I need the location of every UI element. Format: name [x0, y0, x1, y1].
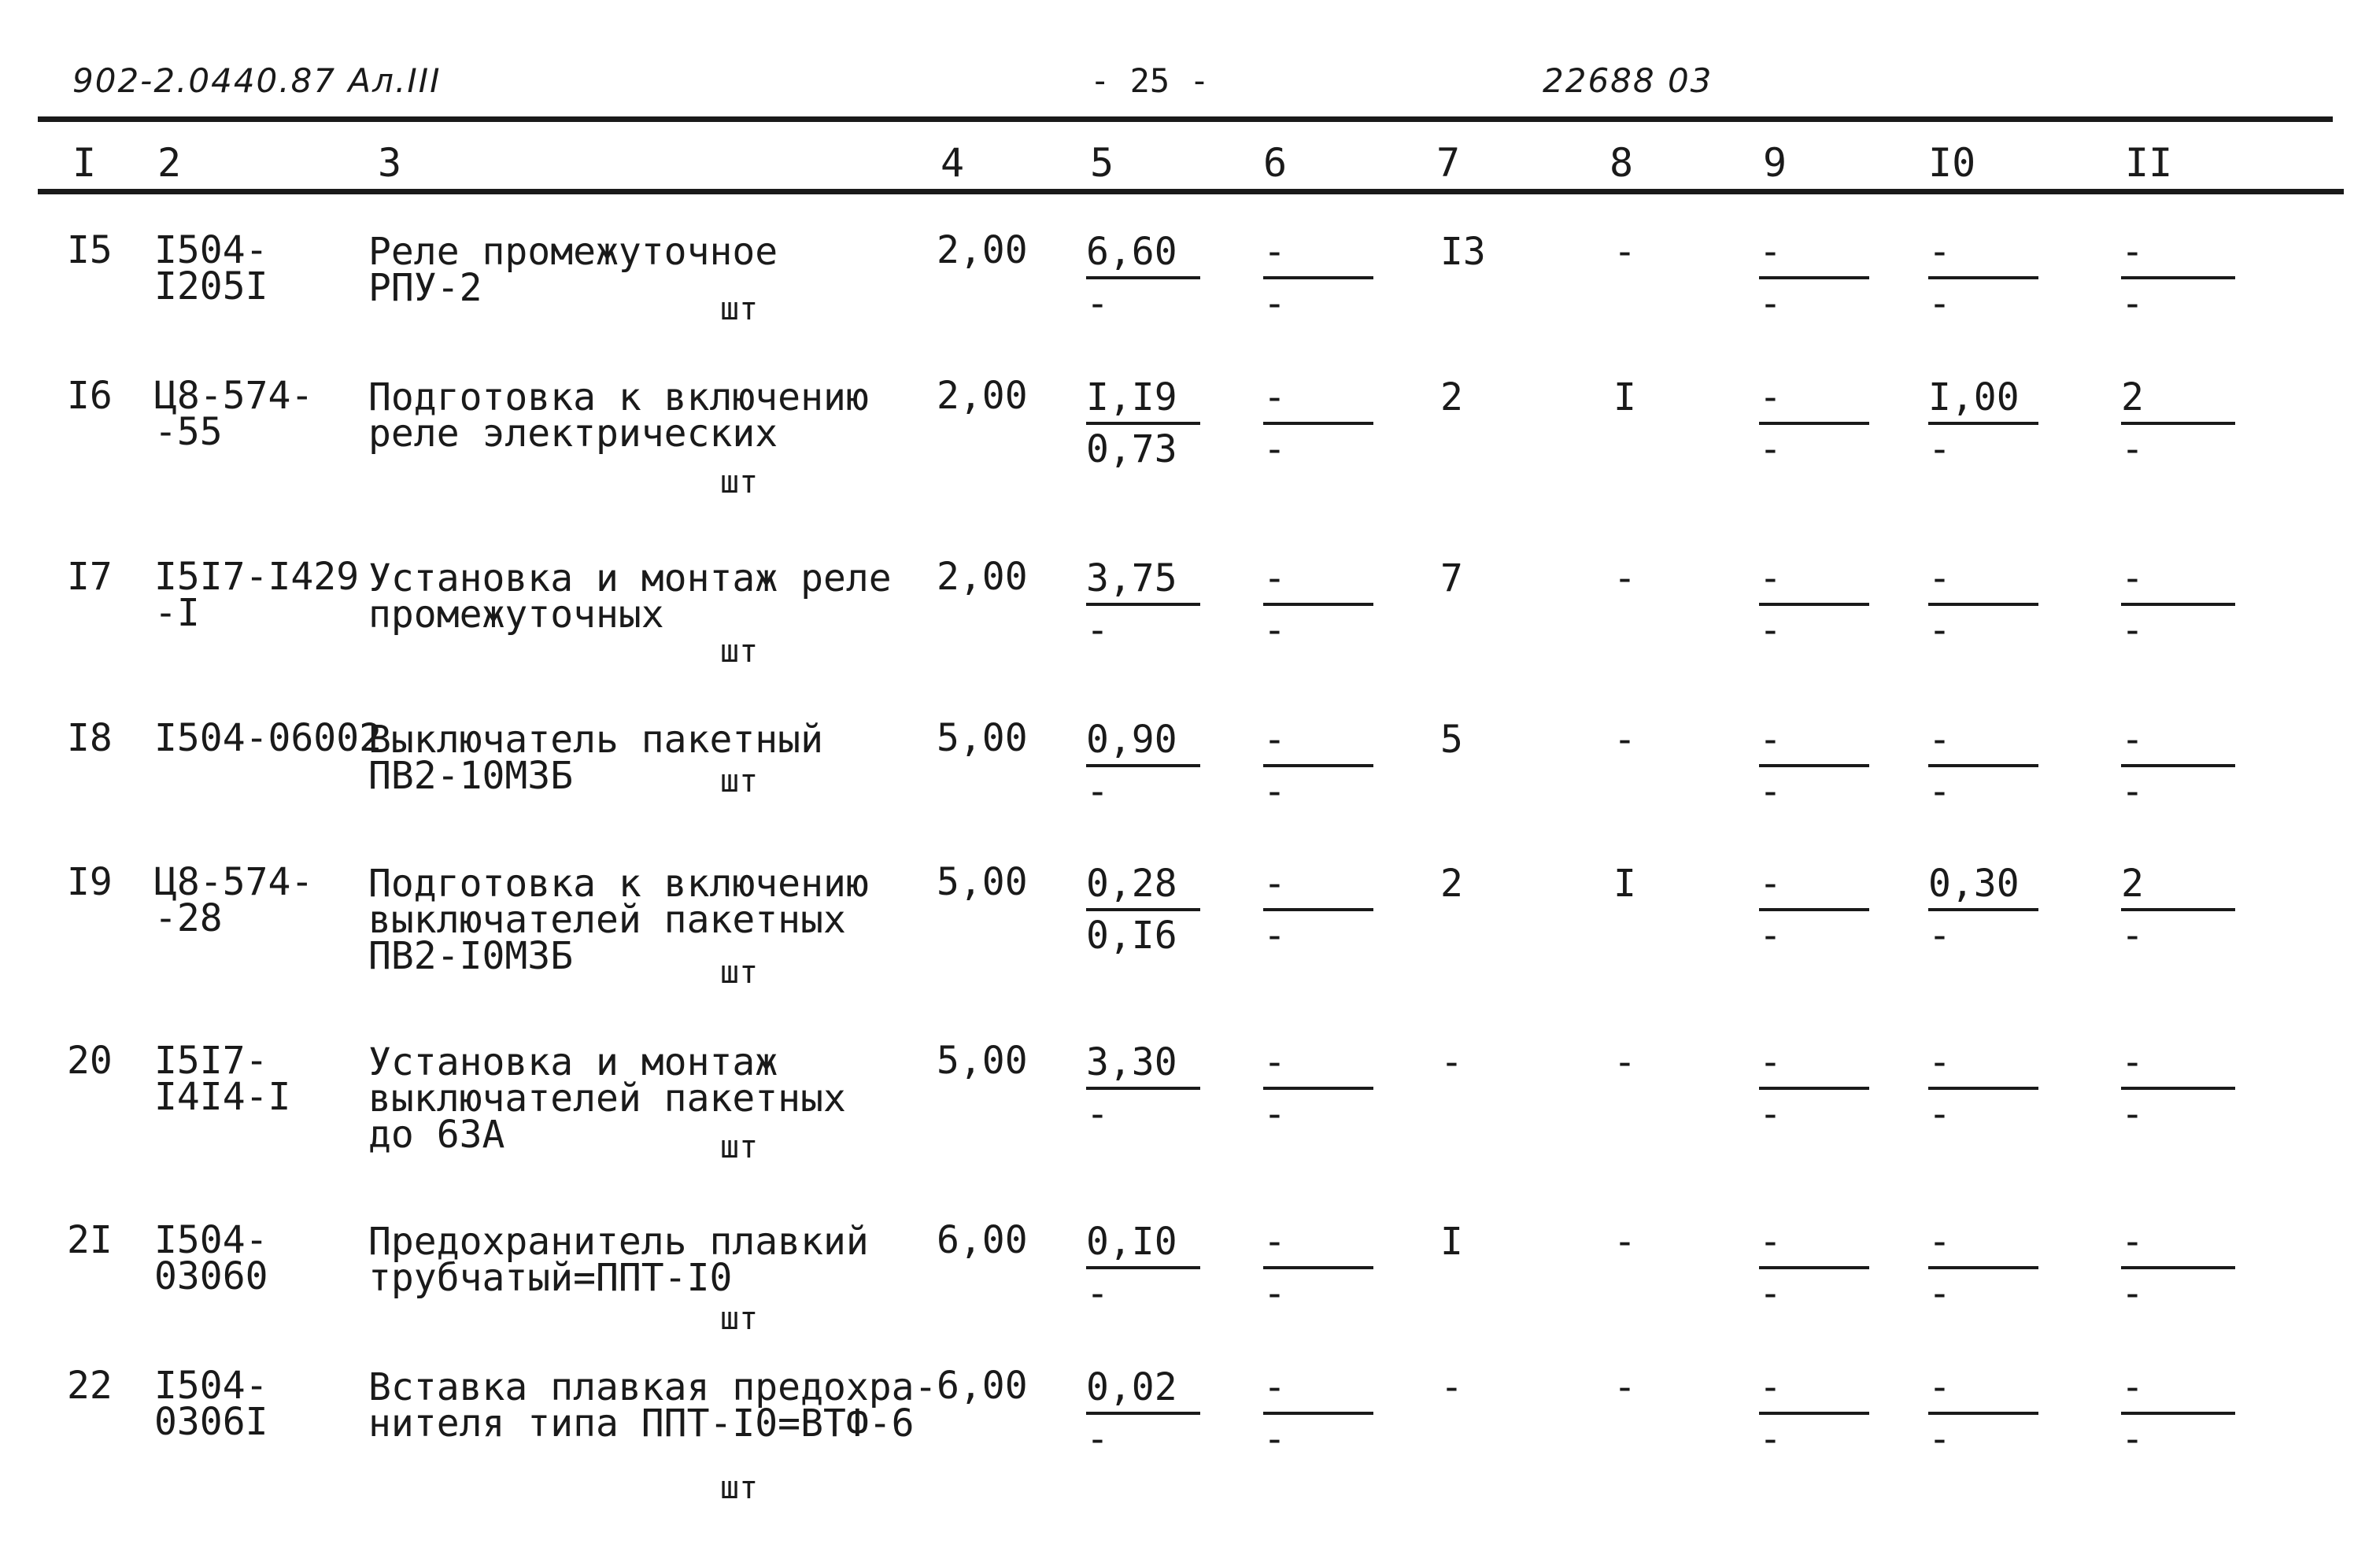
column-11-value: [2121, 1220, 2235, 1316]
column-9-value-rule: [1759, 422, 1869, 425]
column-9-value-bottom: -: [1759, 608, 1782, 652]
column-5-value: [1086, 862, 1200, 958]
column-5-value-top: 3,75: [1086, 556, 1177, 600]
norm-code: I504- 0306I: [154, 1364, 268, 1444]
column-10-value-top: -: [1928, 230, 1951, 274]
column-9-value-rule: [1759, 1266, 1869, 1269]
row-number: I9: [67, 860, 113, 904]
unit-label: шт: [720, 464, 759, 500]
table-row: [0, 555, 2380, 716]
column-10-value-rule: [1928, 276, 2038, 279]
column-5-value: [1086, 1220, 1200, 1316]
column-6-value: [1263, 556, 1373, 652]
work-name: Установка и монтаж выключателей пакетных до 63А: [368, 1040, 846, 1157]
column-number-2: 2: [157, 140, 182, 186]
column-11-value: [2121, 718, 2235, 814]
column-10-value-top: I,00: [1928, 375, 2020, 419]
unit-label: шт: [720, 955, 759, 991]
column-10-value: [1928, 718, 2038, 814]
column-11-value-bottom: -: [2121, 914, 2144, 958]
column-5-value-bottom: -: [1086, 1417, 1109, 1461]
column-10-value-rule: [1928, 603, 2038, 606]
column-9-value-rule: [1759, 276, 1869, 279]
column-6-value-rule: [1263, 276, 1373, 279]
column-5-value-top: 0,I0: [1086, 1220, 1177, 1264]
row-number: 20: [67, 1039, 113, 1083]
unit-label: шт: [720, 1470, 759, 1506]
unit-label: шт: [720, 633, 759, 670]
column-7-value: I3: [1440, 230, 1486, 274]
work-name: Предохранитель плавкий трубчатый=ППТ-I0: [368, 1220, 869, 1300]
quantity: 6,00: [937, 1364, 1028, 1408]
column-9-value-bottom: -: [1759, 914, 1782, 958]
column-11-value: [2121, 1365, 2235, 1461]
column-10-value-bottom: -: [1928, 608, 1951, 652]
column-8-value: -: [1613, 1365, 1636, 1409]
column-9-value-rule: [1759, 908, 1869, 911]
column-11-value-top: -: [2121, 1220, 2144, 1264]
column-10-value-bottom: -: [1928, 1417, 1951, 1461]
column-5-value-top: 0,28: [1086, 862, 1177, 906]
column-5-value-top: 3,30: [1086, 1040, 1177, 1084]
norm-code: I504- 03060: [154, 1218, 268, 1298]
column-11-value-bottom: -: [2121, 1272, 2144, 1316]
column-5-value-top: I,I9: [1086, 375, 1177, 419]
column-5-value-bottom: -: [1086, 282, 1109, 326]
column-number-4: 4: [941, 140, 965, 186]
column-11-value: [2121, 556, 2235, 652]
column-6-value: [1263, 230, 1373, 326]
column-6-value-top: -: [1263, 1220, 1286, 1264]
column-9-value-rule: [1759, 603, 1869, 606]
work-name: Подготовка к включению реле электрических: [368, 375, 869, 456]
column-11-value-bottom: -: [2121, 1092, 2144, 1136]
column-6-value-bottom: -: [1263, 914, 1286, 958]
work-name: Реле промежуточное РПУ-2: [368, 230, 778, 310]
column-8-value: I: [1613, 862, 1636, 906]
column-10-value-top: 0,30: [1928, 862, 2020, 906]
column-10-value-bottom: -: [1928, 770, 1951, 814]
norm-code: Ц8-574- -28: [154, 860, 314, 940]
column-header-rule: [38, 189, 2344, 194]
column-11-value-rule: [2121, 908, 2235, 911]
column-9-value: [1759, 556, 1869, 652]
column-11-value-rule: [2121, 1087, 2235, 1090]
column-5-value-rule: [1086, 1412, 1200, 1415]
document-code: 902-2.0440.87 Ал.III: [72, 61, 442, 100]
column-6-value-bottom: -: [1263, 1092, 1286, 1136]
column-5-value-rule: [1086, 1266, 1200, 1269]
table-row: [0, 228, 2380, 390]
column-6-value: [1263, 1220, 1373, 1316]
column-10-value: [1928, 230, 2038, 326]
quantity: 5,00: [937, 860, 1028, 904]
column-9-value-bottom: -: [1759, 770, 1782, 814]
work-name: Подготовка к включению выключателей пакетных ПВ2-I0М3Б: [368, 862, 869, 978]
column-6-value-rule: [1263, 1412, 1373, 1415]
column-9-value: [1759, 1365, 1869, 1461]
column-5-value-bottom: -: [1086, 1092, 1109, 1136]
column-9-value-top: -: [1759, 1220, 1782, 1264]
column-5-value-bottom: -: [1086, 770, 1109, 814]
column-11-value-top: 2: [2121, 375, 2144, 419]
column-6-value-top: -: [1263, 1365, 1286, 1409]
column-number-11: II: [2125, 140, 2173, 186]
column-10-value: [1928, 1040, 2038, 1136]
table-row: [0, 374, 2380, 535]
column-9-value-bottom: -: [1759, 1417, 1782, 1461]
column-10-value-bottom: -: [1928, 427, 1951, 471]
column-number-10: I0: [1928, 140, 1976, 186]
column-9-value: [1759, 375, 1869, 471]
quantity: 5,00: [937, 1039, 1028, 1083]
norm-code: I5I7-I429 -I: [154, 555, 360, 635]
column-5-value-top: 0,02: [1086, 1365, 1177, 1409]
column-9-value-rule: [1759, 764, 1869, 767]
column-5-value-bottom: -: [1086, 608, 1109, 652]
column-5-value: [1086, 1040, 1200, 1136]
column-6-value-top: -: [1263, 862, 1286, 906]
column-10-value-top: -: [1928, 1220, 1951, 1264]
norm-code: I504-06002: [154, 716, 382, 760]
column-11-value: [2121, 375, 2235, 471]
column-8-value: -: [1613, 1220, 1636, 1264]
row-number: I5: [67, 228, 113, 272]
column-5-value-rule: [1086, 908, 1200, 911]
row-number: 22: [67, 1364, 113, 1408]
column-7-value: 7: [1440, 556, 1463, 600]
table-row: [0, 1218, 2380, 1379]
column-6-value-bottom: -: [1263, 427, 1286, 471]
column-number-8: 8: [1609, 140, 1634, 186]
column-5-value-rule: [1086, 422, 1200, 425]
page-number: - 25 -: [1090, 61, 1210, 100]
column-9-value-bottom: -: [1759, 282, 1782, 326]
column-6-value-rule: [1263, 603, 1373, 606]
norm-code: I504- I205I: [154, 228, 268, 308]
column-6-value-bottom: -: [1263, 608, 1286, 652]
column-number-3: 3: [378, 140, 402, 186]
row-number: 2I: [67, 1218, 113, 1262]
column-6-value-top: -: [1263, 556, 1286, 600]
column-8-value: I: [1613, 375, 1636, 419]
unit-label: шт: [720, 1129, 759, 1165]
column-10-value-rule: [1928, 1412, 2038, 1415]
table-row: [0, 860, 2380, 1021]
column-6-value: [1263, 1040, 1373, 1136]
column-11-value-rule: [2121, 1412, 2235, 1415]
column-9-value-top: -: [1759, 718, 1782, 762]
column-6-value-rule: [1263, 908, 1373, 911]
table-row: [0, 1039, 2380, 1200]
column-6-value-bottom: -: [1263, 1272, 1286, 1316]
column-5-value-rule: [1086, 603, 1200, 606]
column-6-value-rule: [1263, 1087, 1373, 1090]
column-10-value: [1928, 1365, 2038, 1461]
column-11-value-bottom: -: [2121, 427, 2144, 471]
column-11-value-bottom: -: [2121, 1417, 2144, 1461]
column-7-value: 2: [1440, 375, 1463, 419]
column-10-value-rule: [1928, 1266, 2038, 1269]
column-5-value-rule: [1086, 1087, 1200, 1090]
row-number: I7: [67, 555, 113, 599]
column-11-value-top: -: [2121, 1365, 2144, 1409]
table-row: [0, 716, 2380, 877]
column-6-value-top: -: [1263, 375, 1286, 419]
column-5-value-rule: [1086, 764, 1200, 767]
quantity: 2,00: [937, 555, 1028, 599]
table-row: [0, 1364, 2380, 1525]
column-5-value-top: 6,60: [1086, 230, 1177, 274]
column-11-value-rule: [2121, 603, 2235, 606]
column-6-value-rule: [1263, 764, 1373, 767]
column-9-value-bottom: -: [1759, 1272, 1782, 1316]
column-10-value-top: -: [1928, 556, 1951, 600]
unit-label: шт: [720, 1301, 759, 1337]
column-8-value: -: [1613, 718, 1636, 762]
column-10-value: [1928, 556, 2038, 652]
column-number-7: 7: [1436, 140, 1461, 186]
column-6-value-bottom: -: [1263, 770, 1286, 814]
column-5-value-bottom: 0,I6: [1086, 914, 1177, 958]
column-9-value-bottom: -: [1759, 1092, 1782, 1136]
column-9-value-rule: [1759, 1412, 1869, 1415]
row-number: I8: [67, 716, 113, 760]
column-11-value-rule: [2121, 1266, 2235, 1269]
column-7-value: 2: [1440, 862, 1463, 906]
column-number-9: 9: [1763, 140, 1787, 186]
column-10-value-top: -: [1928, 718, 1951, 762]
column-5-value: [1086, 375, 1200, 471]
column-5-value: [1086, 1365, 1200, 1461]
unit-label: шт: [720, 291, 759, 327]
column-5-value: [1086, 556, 1200, 652]
column-9-value-top: -: [1759, 230, 1782, 274]
column-11-value-bottom: -: [2121, 770, 2144, 814]
column-6-value: [1263, 862, 1373, 958]
quantity: 2,00: [937, 228, 1028, 272]
column-8-value: -: [1613, 1040, 1636, 1084]
column-5-value: [1086, 230, 1200, 326]
column-number-5: 5: [1090, 140, 1114, 186]
column-6-value-bottom: -: [1263, 1417, 1286, 1461]
sheet-code: 22688 03: [1543, 61, 1713, 100]
column-11-value-rule: [2121, 276, 2235, 279]
column-10-value-rule: [1928, 908, 2038, 911]
column-7-value: I: [1440, 1220, 1463, 1264]
column-number-1: I: [72, 140, 97, 186]
column-9-value: [1759, 1220, 1869, 1316]
column-8-value: -: [1613, 556, 1636, 600]
column-6-value-top: -: [1263, 1040, 1286, 1084]
work-name: Вставка плавкая предохра- нителя типа ППТ-I0=ВТФ-6: [368, 1365, 937, 1446]
column-9-value-top: -: [1759, 375, 1782, 419]
column-11-value-top: -: [2121, 556, 2144, 600]
norm-code: I5I7- I4I4-I: [154, 1039, 291, 1119]
column-10-value: [1928, 862, 2038, 958]
column-9-value: [1759, 230, 1869, 326]
column-6-value: [1263, 375, 1373, 471]
column-5-value-bottom: -: [1086, 1272, 1109, 1316]
column-10-value: [1928, 1220, 2038, 1316]
column-11-value-rule: [2121, 764, 2235, 767]
column-9-value: [1759, 718, 1869, 814]
quantity: 5,00: [937, 716, 1028, 760]
column-11-value-top: -: [2121, 718, 2144, 762]
row-number: I6: [67, 374, 113, 418]
column-6-value-top: -: [1263, 230, 1286, 274]
column-9-value-top: -: [1759, 862, 1782, 906]
column-9-value: [1759, 1040, 1869, 1136]
column-11-value: [2121, 1040, 2235, 1136]
work-name: Выключатель пакетный ПВ2-10М3Б: [368, 718, 823, 798]
column-8-value: -: [1613, 230, 1636, 274]
column-10-value-bottom: -: [1928, 282, 1951, 326]
column-11-value: [2121, 230, 2235, 326]
column-6-value-bottom: -: [1263, 282, 1286, 326]
column-11-value-rule: [2121, 422, 2235, 425]
work-name: Установка и монтаж реле промежуточных: [368, 556, 892, 637]
unit-label: шт: [720, 763, 759, 799]
column-11-value-top: -: [2121, 230, 2144, 274]
column-11-value-bottom: -: [2121, 608, 2144, 652]
column-6-value: [1263, 718, 1373, 814]
header-rule: [38, 116, 2333, 122]
column-9-value-rule: [1759, 1087, 1869, 1090]
column-10-value-rule: [1928, 1087, 2038, 1090]
quantity: 2,00: [937, 374, 1028, 418]
column-5-value: [1086, 718, 1200, 814]
column-5-value-rule: [1086, 276, 1200, 279]
column-9-value-top: -: [1759, 1040, 1782, 1084]
quantity: 6,00: [937, 1218, 1028, 1262]
column-9-value: [1759, 862, 1869, 958]
column-number-6: 6: [1263, 140, 1288, 186]
column-10-value-top: -: [1928, 1365, 1951, 1409]
column-7-value: -: [1440, 1365, 1463, 1409]
column-11-value-top: 2: [2121, 862, 2144, 906]
column-5-value-top: 0,90: [1086, 718, 1177, 762]
column-9-value-top: -: [1759, 556, 1782, 600]
column-10-value-rule: [1928, 764, 2038, 767]
column-10-value-top: -: [1928, 1040, 1951, 1084]
column-5-value-bottom: 0,73: [1086, 427, 1177, 471]
column-9-value-top: -: [1759, 1365, 1782, 1409]
column-6-value-top: -: [1263, 718, 1286, 762]
column-6-value: [1263, 1365, 1373, 1461]
norm-code: Ц8-574- -55: [154, 374, 314, 454]
column-11-value-bottom: -: [2121, 282, 2144, 326]
column-11-value-top: -: [2121, 1040, 2144, 1084]
column-7-value: 5: [1440, 718, 1463, 762]
column-10-value-bottom: -: [1928, 1092, 1951, 1136]
column-6-value-rule: [1263, 422, 1373, 425]
column-9-value-bottom: -: [1759, 427, 1782, 471]
column-10-value-bottom: -: [1928, 1272, 1951, 1316]
column-10-value: [1928, 375, 2038, 471]
column-11-value: [2121, 862, 2235, 958]
column-7-value: -: [1440, 1040, 1463, 1084]
column-6-value-rule: [1263, 1266, 1373, 1269]
column-10-value-bottom: -: [1928, 914, 1951, 958]
column-10-value-rule: [1928, 422, 2038, 425]
